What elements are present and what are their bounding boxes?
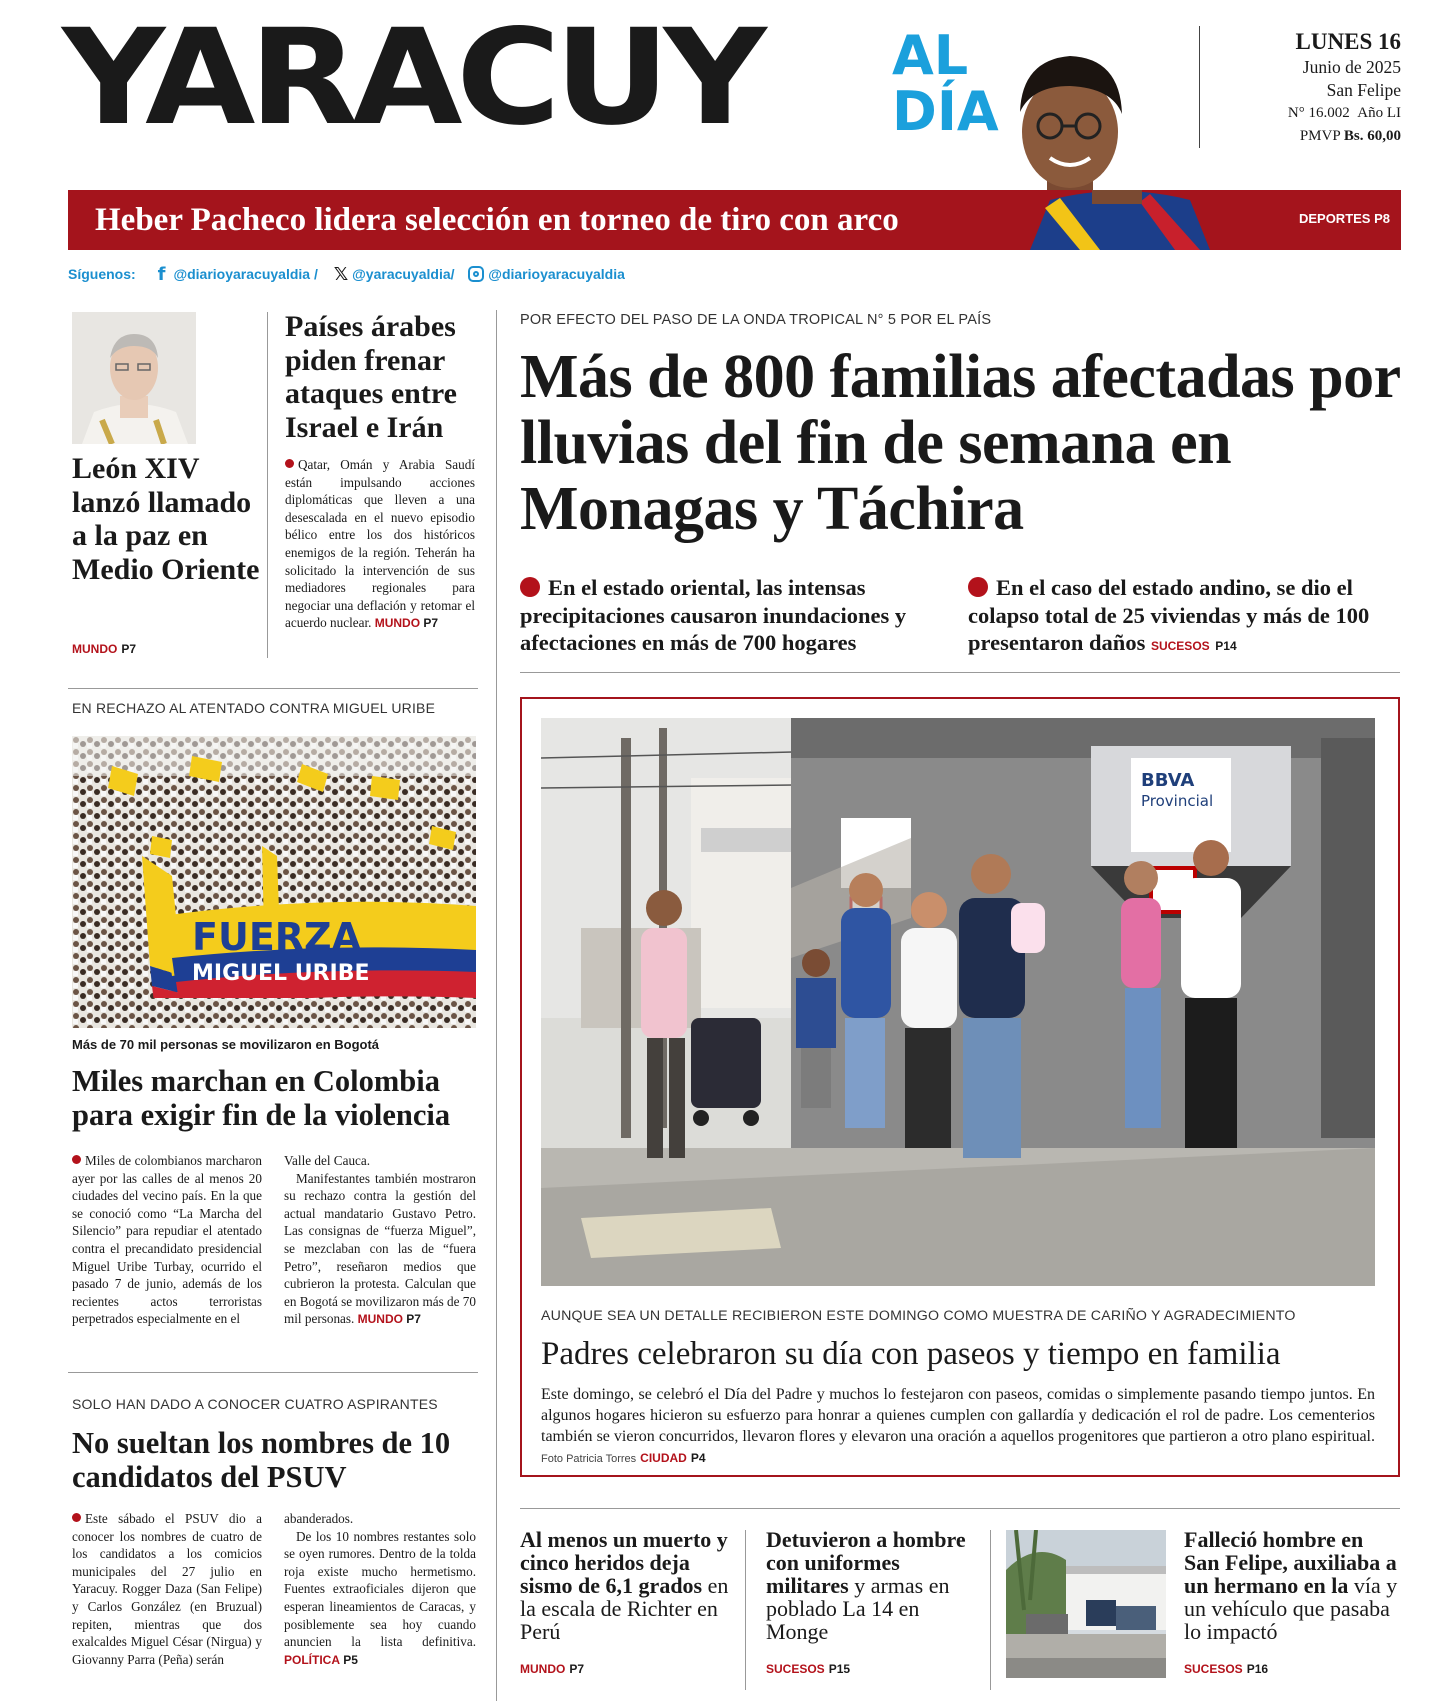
edition-date: Junio de 2025 [1302,57,1401,77]
brief-2[interactable]: Detuvieron a hombre con uniformes militares y armas en poblado La 14 en Monge [766,1527,966,1644]
bullet-icon [520,577,540,597]
leon-xiv-photo [72,312,196,444]
social-bar [68,264,625,284]
instagram-icon[interactable] [468,266,484,282]
bbva-sign-brand: BBVA [1141,770,1195,791]
facebook-handle[interactable]: @diarioyaracuyaldia / [173,266,318,282]
bullet-icon [285,459,294,468]
psuv-kicker: SOLO HAN DADO A CONOCER CUATRO ASPIRANTES [72,1396,438,1412]
arabes-headline[interactable]: Países árabes piden frenar ataques entre Israel e Irán [285,310,457,444]
main-headline[interactable]: Más de 800 familias afectadas por lluvias del fin de semana en Monagas y Táchira [520,343,1400,543]
psuv-col2: abanderados. De los 10 nombres restantes solo se oyen rumores. Dentro de la tolda roja existe mucho hermetismo. Fuentes extraoficiales dijeron que esperan lineamientos de Caracas, y posiblemente sea hoy cuando anuncien la lista definitiva. POLÍTICA P5 [284,1511,476,1667]
colombia-col2: Valle del Cauca. Manifestantes también mostraron su rechazo contra la gestión del actual mandatario Gustavo Petro. Las consignas de “fuerza Miguel”, se mezclaban con las de “fuera Petro”, reseñaron medios que cubrieron la protesta. Calculan que en Bogotá se movilizaron más de 70 mil personas. MUNDO P7 [284,1153,476,1327]
fathers-day-photo [541,718,1375,1286]
logo-yaracuy: YARACUY [62,1,761,155]
edition-city: San Felipe [1326,80,1401,100]
main-story-rule [520,672,1400,673]
heber-pacheco-photo-overlap [1030,190,1210,250]
briefs-top-rule [520,1508,1400,1509]
social-label: Síguenos: [68,266,136,282]
leon-headline[interactable]: León XIV lanzó llamado a la paz en Medio Oriente [72,452,260,586]
leon-tag[interactable]: MUNDO P7 [72,642,137,656]
edition-issue: N° 16.002 Año LI [1287,105,1401,121]
masthead-logo[interactable] [62,1,999,155]
bullet-icon [72,1513,81,1522]
colombia-march-photo [72,736,476,1028]
instagram-handle[interactable]: @diarioyaracuyaldia [488,266,625,282]
march-banner-line2: MIGUEL URIBE [192,961,370,986]
brief-1[interactable]: Al menos un muerto y cinco heridos deja sismo de 6,1 grados en la escala de Richter en Perú [520,1527,729,1644]
x-icon[interactable]: 𝕏 [333,264,349,285]
colombia-kicker: EN RECHAZO AL ATENTADO CONTRA MIGUEL URIBE [72,700,436,716]
march-banner-line1: FUERZA [192,915,361,959]
colombia-caption: Más de 70 mil personas se movilizaron en Bogotá [72,1037,380,1052]
brief-divider-1 [745,1530,746,1690]
x-handle[interactable]: @yaracuyaldia/ [352,266,455,282]
photo-story-kicker: AUNQUE SEA UN DETALLE RECIBIERON ESTE DOMINGO COMO MUESTRA DE CARIÑO Y AGRADECIMIENTO [541,1308,1296,1324]
psuv-headline[interactable]: No sueltan los nombres de 10 candidatos del PSUV [72,1426,451,1494]
brief-1-tag[interactable]: MUNDO P7 [520,1662,585,1676]
main-kicker: POR EFECTO DEL PASO DE LA ONDA TROPICAL N° 5 POR EL PAÍS [520,312,992,328]
main-sub-2: En el caso del estado andino, se dio el colapso total de 25 viviendas y más de 100 presentaron daños SUCESOS P14 [968,575,1370,655]
colombia-headline[interactable]: Miles marchan en Colombia para exigir fin de la violencia [72,1064,451,1132]
photo-story-headline[interactable]: Padres celebraron su día con paseos y tiempo en familia [541,1336,1281,1372]
bullet-icon [72,1155,81,1164]
arabes-body: Qatar, Omán y Arabia Saudí están impulsando acciones diplomáticas que lleven a una desescalada en el nuevo episodio bélico entre los dos históricos enemigos de la región. Teherán ha solicitado la intervención de sus mediadores regionales para negociar una deflación y retomar el acuerdo nuclear. MUNDO P7 [285,457,475,631]
bullet-icon [968,577,988,597]
brief-2-tag[interactable]: SUCESOS P15 [766,1662,851,1676]
logo-al: AL [892,24,969,87]
logo-dia: DÍA [892,80,999,143]
colombia-top-rule [68,688,478,689]
brief-divider-2 [990,1530,991,1690]
bbva-sign-name: Provincial [1141,792,1214,810]
colombia-col1: Miles de colombianos marcharon ayer por las calles de al menos 20 ciudades del vecino país. En la que se conoció como “La Marcha del Silencio” para repudiar el atentado contra el precandidato presidencial Miguel Uribe Turbay, ocurrido el pasado 7 de junio, además de los recientes actos terroristas perpetrados especialmente en el [72,1153,262,1327]
edition-info [1200,28,1401,148]
psuv-top-rule [68,1372,478,1373]
main-sub-1: En el estado oriental, las intensas precipitaciones causaron inundaciones y afectaciones en más de 700 hogares [520,575,907,655]
photo-story-body: Este domingo, se celebró el Día del Padre y muchos lo festejaron con paseos, comidas o simplemente pasando tiempo juntos. En algunos hogares hicieron su esfuerzo para honrar a quienes cumplen con gallardía y dedicación el rol de padre. Los cementerios también se vieron concurridos, llevaron flores y elevaron una oración a aquellos progenitores que partieron a otro plano espiritual. Foto Patricia Torres CIUDAD P4 [541,1386,1375,1465]
photo-credit: Foto Patricia Torres [541,1453,637,1465]
facebook-icon[interactable]: f [157,264,166,285]
brief-3-tag[interactable]: SUCESOS P16 [1184,1662,1269,1676]
edition-day: LUNES 16 [1295,29,1401,54]
top-banner-tag[interactable]: DEPORTES P8 [1298,211,1390,226]
top-banner-headline[interactable]: Heber Pacheco lidera selección en torneo de tiro con arco [95,202,899,238]
brief-3[interactable]: Falleció hombre en San Felipe, auxiliaba a un hermano en la vía y un vehículo que pasaba lo impactó [1184,1527,1398,1644]
main-column-divider [496,310,497,1701]
left-top-divider [267,312,268,658]
psuv-col1: Este sábado el PSUV dio a conocer los nombres de cuatro de los candidatos a los comicios municipales del 27 julio en Yaracuy. Rogger Daza (San Felipe) y Carlos González (en Bruzual) repiten, mientras que dos exalcaldes Miguel César (Nirgua) y Giovanny Parra (Peña) serán [72,1511,262,1667]
accident-scene-photo [1006,1530,1166,1678]
edition-price: PMVP Bs. 60,00 [1299,128,1401,144]
